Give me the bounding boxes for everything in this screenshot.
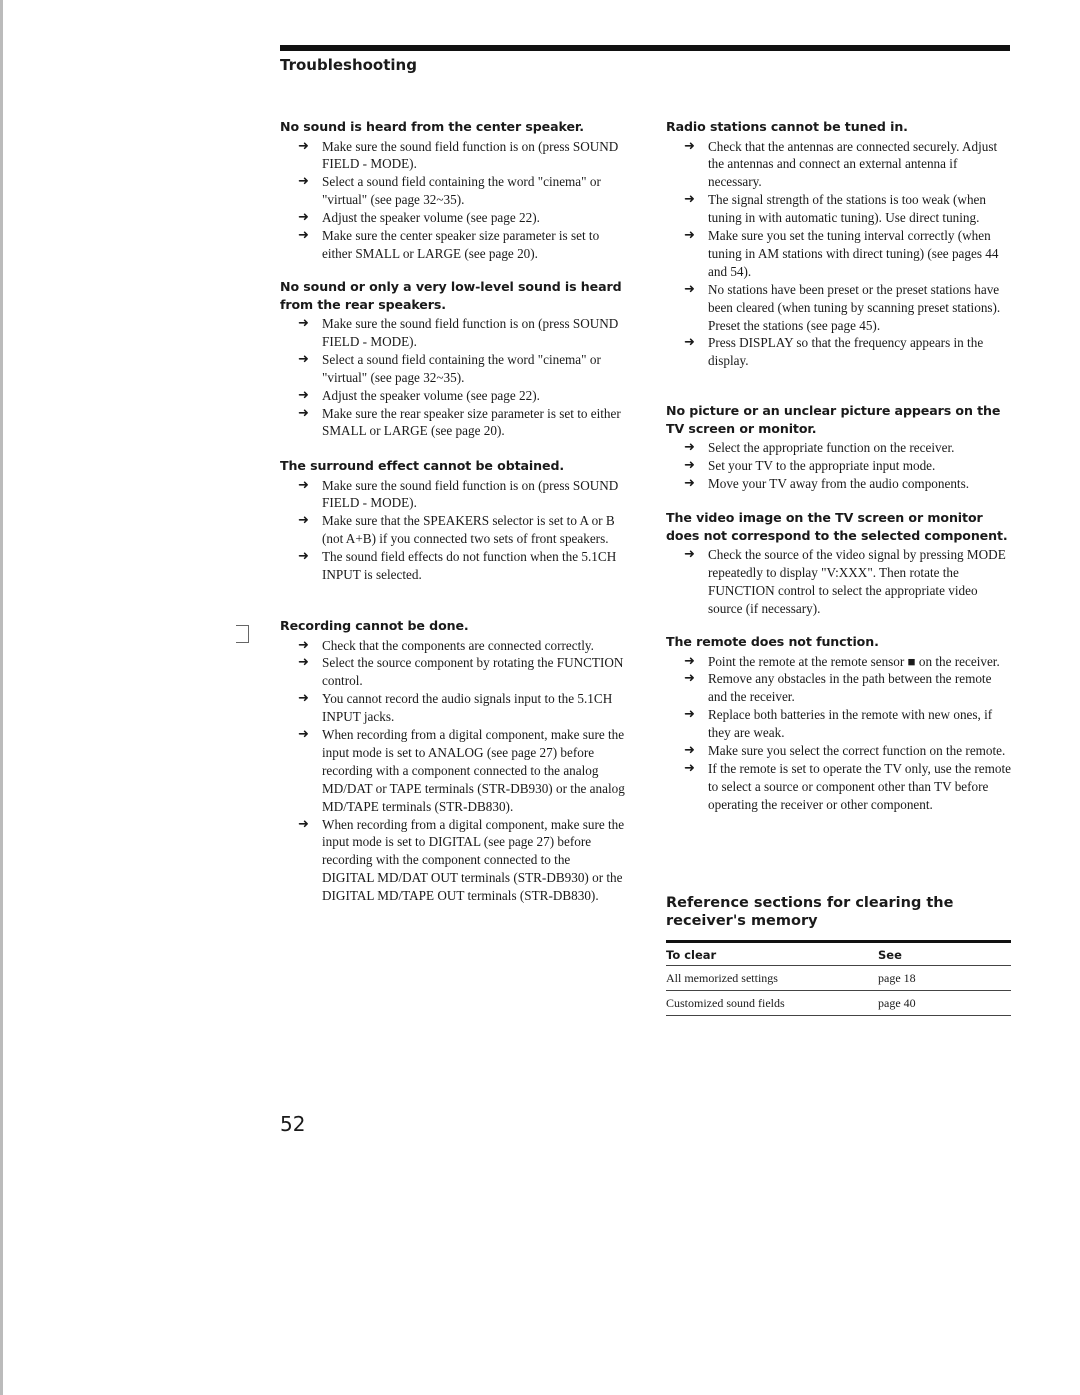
list-item — [666, 546, 1011, 618]
item-text: Make sure that the SPEAKERS selector is set to A or B (not A+B) if you connected two sets of front speakers. — [322, 513, 615, 547]
item-text: Select a sound field containing the word "cinema" or "virtual" (see page 32~35). — [322, 351, 601, 385]
page-number: 52 — [280, 1112, 306, 1136]
item-text: Select a sound field containing the word "cinema" or "virtual" (see page 32~35). — [322, 174, 601, 208]
item-text: Select the source component by rotating the FUNCTION control. — [322, 655, 624, 689]
item-text: Move your TV away from the audio components. — [708, 475, 970, 491]
item-text: Make sure the sound field function is on (press SOUND FIELD - MODE). — [322, 316, 619, 349]
arrow-icon: ➜ — [298, 387, 309, 403]
arrow-icon: ➜ — [298, 513, 309, 529]
item-text: When recording from a digital component, make sure the input mode is set to DIGITAL (see page 27) before recording with the component connected to the DIGITAL MD/DAT OUT terminals (STR-DB930) or the DIGITAL MD/TAPE OUT terminals (STR-DB830). — [322, 816, 625, 904]
item-text: Make sure the rear speaker size parameter is set to either SMALL or LARGE (see page 20). — [322, 405, 621, 439]
list-item — [666, 706, 1011, 742]
arrow-icon: ➜ — [684, 653, 695, 669]
list-item — [280, 405, 625, 441]
arrow-icon: ➜ — [684, 192, 695, 208]
column-header: See — [878, 942, 1011, 966]
list-item — [666, 742, 1011, 760]
item-text: Check that the components are connected correctly. — [322, 637, 594, 653]
reference-heading: Reference sections for clearing the receiver's memory — [666, 895, 954, 929]
arrow-icon: ➜ — [298, 138, 309, 154]
list-item — [280, 816, 625, 906]
item-text: Make sure the sound field function is on (press SOUND FIELD - MODE). — [322, 477, 619, 511]
arrow-icon: ➜ — [298, 637, 309, 653]
arrow-icon: ➜ — [298, 316, 309, 331]
list-item — [666, 334, 1011, 370]
arrow-icon: ➜ — [298, 405, 309, 421]
arrow-icon: ➜ — [298, 174, 309, 190]
table-row — [666, 991, 1011, 1016]
item-text: No stations have been preset or the preset stations have been cleared (when tuning by scanning preset stations). Preset the stations (see page 45). — [708, 281, 1001, 333]
arrow-icon: ➜ — [684, 475, 695, 491]
list-item — [280, 351, 625, 387]
arrow-icon: ➜ — [298, 477, 309, 493]
list-item — [280, 387, 625, 405]
item-text: Make sure the center speaker size parameter is set to either SMALL or LARGE (see page 20). — [322, 228, 600, 261]
item-text: Make sure you set the tuning interval correctly (when tuning in AM stations with direct tuning) (see pages 44 and 54). — [708, 228, 999, 279]
section-heading: Radio stations cannot be tuned in. — [666, 119, 908, 134]
item-text: If the remote is set to operate the TV only, use the remote to select a source or component other than TV before operating the receiver or other component. — [708, 760, 1011, 812]
item-text: You cannot record the audio signals input to the 5.1CH INPUT jacks. — [322, 691, 613, 725]
item-text: Remove any obstacles in the path between the remote and the receiver. — [708, 671, 992, 705]
troubleshooting-section — [666, 509, 1011, 618]
page-title: Troubleshooting — [280, 56, 417, 74]
arrow-icon: ➜ — [298, 228, 309, 244]
list-item — [280, 512, 625, 548]
troubleshooting-section — [280, 617, 625, 905]
list-item — [280, 654, 625, 690]
arrow-icon: ➜ — [298, 210, 309, 226]
arrow-icon: ➜ — [684, 707, 695, 723]
list-item — [666, 191, 1011, 227]
item-text: The signal strength of the stations is too weak (when tuning in with automatic tuning). Use direct tuning. — [708, 192, 986, 226]
section-heading: The surround effect cannot be obtained. — [280, 458, 565, 473]
arrow-icon: ➜ — [684, 671, 695, 687]
list-item — [666, 475, 1011, 493]
list-item — [280, 209, 625, 227]
arrow-icon: ➜ — [684, 335, 695, 351]
margin-mark — [236, 625, 249, 643]
list-item — [280, 173, 625, 209]
arrow-icon: ➜ — [684, 440, 695, 455]
column-header: To clear — [666, 942, 878, 966]
section-heading: Recording cannot be done. — [280, 618, 469, 633]
table-row — [666, 966, 1011, 991]
list-item — [280, 637, 625, 655]
table-cell: All memorized settings — [666, 966, 878, 991]
troubleshooting-section — [280, 278, 625, 440]
troubleshooting-section — [666, 633, 1011, 814]
item-text: Adjust the speaker volume (see page 22). — [322, 387, 540, 403]
arrow-icon: ➜ — [684, 547, 695, 562]
list-item — [280, 477, 625, 513]
arrow-icon: ➜ — [684, 743, 695, 759]
arrow-icon: ➜ — [684, 138, 695, 154]
list-item — [280, 690, 625, 726]
table-cell: page 18 — [878, 966, 1011, 991]
list-item — [666, 439, 1011, 457]
arrow-icon: ➜ — [298, 655, 309, 671]
list-item — [666, 281, 1011, 335]
section-heading: No picture or an unclear picture appears on the TV screen or monitor. — [666, 403, 1001, 436]
item-text: Check the source of the video signal by pressing MODE repeatedly to display "V:XXX". Then rotate the FUNCTION control to select the appropriate video source (if necessary). — [708, 547, 1006, 616]
list-item — [280, 227, 625, 263]
troubleshooting-section — [280, 457, 625, 584]
item-text: Make sure the sound field function is on (press SOUND FIELD - MODE). — [322, 138, 619, 172]
section-heading: The remote does not function. — [666, 634, 879, 649]
list-item — [666, 227, 1011, 281]
item-text: Replace both batteries in the remote with new ones, if they are weak. — [708, 707, 993, 741]
list-item — [280, 138, 625, 174]
item-text: Select the appropriate function on the receiver. — [708, 440, 955, 455]
list-item — [666, 653, 1011, 671]
item-text: The sound field effects do not function when the 5.1CH INPUT is selected. — [322, 549, 617, 583]
list-item — [666, 138, 1011, 192]
arrow-icon: ➜ — [684, 281, 695, 297]
section-heading: No sound is heard from the center speaker. — [280, 119, 584, 134]
item-text: Check that the antennas are connected securely. Adjust the antennas and connect an external antenna if necessary. — [708, 138, 998, 190]
table-cell: Customized sound fields — [666, 991, 878, 1016]
section-heading: The video image on the TV screen or monitor does not correspond to the selected component. — [666, 510, 1008, 543]
item-text: Set your TV to the appropriate input mode. — [708, 457, 936, 473]
item-text: When recording from a digital component, make sure the input mode is set to ANALOG (see page 27) before recording with a component connected to the analog MD/DAT or TAPE terminals (STR-DB930) or the analog MD/TAPE terminals (STR-DB830). — [322, 727, 625, 814]
reference-table — [666, 940, 1011, 1016]
header-rule — [280, 45, 1010, 51]
arrow-icon: ➜ — [684, 457, 695, 473]
item-text: Make sure you select the correct function on the remote. — [708, 743, 1006, 759]
troubleshooting-section — [666, 402, 1011, 493]
arrow-icon: ➜ — [298, 691, 309, 707]
list-item — [666, 760, 1011, 814]
list-item — [280, 726, 625, 816]
list-item — [666, 457, 1011, 475]
troubleshooting-section — [666, 118, 1011, 370]
list-item — [280, 315, 625, 351]
arrow-icon: ➜ — [298, 727, 309, 743]
arrow-icon: ➜ — [684, 760, 695, 776]
list-item — [666, 670, 1011, 706]
arrow-icon: ➜ — [298, 549, 309, 565]
arrow-icon: ➜ — [684, 228, 695, 244]
item-text: Press DISPLAY so that the frequency appears in the display. — [708, 335, 984, 369]
arrow-icon: ➜ — [298, 816, 309, 832]
table-cell: page 40 — [878, 991, 1011, 1016]
list-item — [280, 548, 625, 584]
item-text: Point the remote at the remote sensor ■ on the receiver. — [708, 653, 1000, 669]
scan-edge — [0, 0, 3, 1395]
arrow-icon: ➜ — [298, 351, 309, 367]
item-text: Adjust the speaker volume (see page 22). — [322, 210, 540, 226]
section-heading: No sound or only a very low-level sound is heard from the rear speakers. — [280, 279, 622, 312]
troubleshooting-section — [280, 118, 625, 263]
